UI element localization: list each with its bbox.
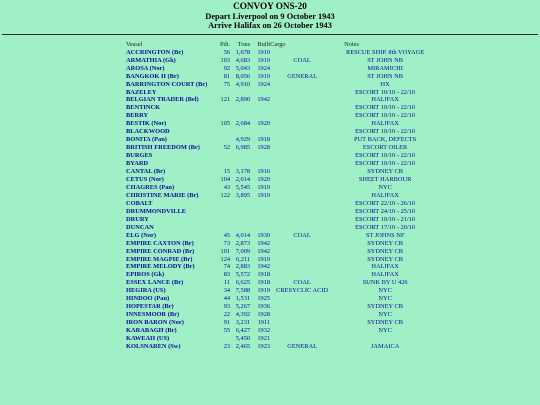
col-cargo-header: Cargo <box>270 40 286 48</box>
vessel-cell: BARRINGTON COURT (Br) <box>126 80 208 88</box>
pdt-cell: 11 <box>223 279 231 287</box>
pdt-cell: 22 <box>223 311 231 319</box>
cargo-cell <box>270 81 334 89</box>
built-cell: 1910 <box>257 48 271 56</box>
pdt-cell <box>220 128 230 136</box>
built-cell: 1920 <box>257 120 271 128</box>
table-row <box>126 112 436 120</box>
built-cell: 1918 <box>257 136 271 144</box>
built-cell: 1942 <box>257 247 271 255</box>
cargo-cell <box>270 319 334 327</box>
table-row <box>126 192 436 200</box>
notes-cell: NYC <box>378 311 392 319</box>
pdt-cell <box>220 335 230 343</box>
built-cell <box>250 200 270 208</box>
col-tons-header: Tons <box>237 40 251 48</box>
tons-cell: 4,683 <box>235 56 251 64</box>
vessel-cell: ESSEX LANCE (Br) <box>126 279 184 287</box>
notes-cell: SHEET HARBOUR <box>358 175 412 183</box>
table-row <box>126 96 436 104</box>
table-row <box>126 184 436 192</box>
pdt-cell: 122 <box>220 191 231 199</box>
built-cell: 1925 <box>257 295 271 303</box>
tons-cell: 5,267 <box>235 303 251 311</box>
table-row <box>126 295 436 303</box>
tons-cell: 5,043 <box>235 64 251 72</box>
table-row <box>126 160 436 168</box>
built-cell: 1911 <box>257 319 271 327</box>
notes-cell: NYC <box>378 183 392 191</box>
built-cell: 1919 <box>257 255 271 263</box>
convoy-table <box>126 41 436 351</box>
vessel-cell: ACCRINGTON (Br) <box>126 48 184 56</box>
built-cell: 1936 <box>257 303 271 311</box>
notes-cell: ESCORT 10/10 - 22/10 <box>355 112 416 120</box>
tons-cell: 6,985 <box>235 144 251 152</box>
cargo-cell <box>270 112 334 120</box>
table-row <box>126 232 436 240</box>
tons-cell: 2,465 <box>235 343 251 350</box>
notes-cell: HX <box>380 80 390 88</box>
table-row <box>126 168 436 176</box>
table-row <box>126 311 436 319</box>
built-cell: 1918 <box>257 271 271 279</box>
pdt-cell: 23 <box>223 343 231 350</box>
notes-cell: PUT BACK, DEFECTS <box>354 136 417 144</box>
pdt-cell: 124 <box>220 255 231 263</box>
tons-cell: 7,009 <box>235 247 251 255</box>
cargo-cell <box>270 248 334 256</box>
notes-cell <box>334 335 436 343</box>
vessel-cell: KARABAGH (Br) <box>126 327 177 335</box>
vessel-cell: DRUMMONDVILLE <box>126 207 186 215</box>
table-row <box>126 89 436 97</box>
notes-cell: MIRAMICHI <box>367 64 403 72</box>
vessel-cell: CETUS (Nor) <box>126 175 164 183</box>
vessel-cell: EMPIRE MAGPIE (Br) <box>126 255 193 263</box>
vessel-cell: HINDOO (Pan) <box>126 295 170 303</box>
arrive-line: Arrive Halifax on 26 October 1943 <box>208 21 332 31</box>
vessel-cell: ELG (Nor) <box>126 231 156 239</box>
cargo-cell: COAL <box>293 231 311 239</box>
cargo-cell <box>270 335 334 343</box>
pdt-cell <box>220 112 230 120</box>
cargo-cell <box>270 49 334 57</box>
depart-line: Depart Liverpool on 9 October 1943 <box>205 11 335 21</box>
built-cell: 1930 <box>257 231 271 239</box>
table-row <box>126 240 436 248</box>
vessel-cell: ARMATHIA (Gk) <box>126 56 176 64</box>
tons-cell <box>230 152 250 160</box>
pdt-cell: 105 <box>220 120 231 128</box>
pdt-cell: 92 <box>223 64 231 72</box>
pdt-cell: 91 <box>223 319 231 327</box>
tons-cell <box>230 89 250 97</box>
built-cell: 1924 <box>257 64 271 72</box>
cargo-cell <box>270 327 334 335</box>
notes-cell: ESCORT 24/10 - 25/10 <box>355 207 416 215</box>
table-row <box>126 248 436 256</box>
vessel-cell: AROSA (Nor) <box>126 64 165 72</box>
notes-cell: ESCORT 10/10 - 22/10 <box>355 128 416 136</box>
cargo-cell <box>270 104 334 112</box>
notes-cell: HALIFAX <box>371 120 399 128</box>
convoy-header <box>0 0 540 31</box>
notes-cell: ESCORT 10/10 - 22/10 <box>355 88 416 96</box>
cargo-cell <box>270 303 334 311</box>
notes-cell: ST JOHN NB <box>367 56 403 64</box>
vessel-cell: KOLSNAREN (Sw) <box>126 343 181 350</box>
pdt-cell <box>220 152 230 160</box>
cargo-cell: COAL <box>293 56 311 64</box>
tons-cell <box>230 112 250 120</box>
cargo-cell <box>270 128 334 136</box>
built-cell: 1916 <box>257 168 271 176</box>
built-cell <box>250 89 270 97</box>
tons-cell: 8,056 <box>235 72 251 80</box>
built-cell: 1942 <box>257 239 271 247</box>
vessel-cell: EMPIRE MELODY (Br) <box>126 263 195 271</box>
notes-cell: SYDNEY CB <box>367 319 404 327</box>
tons-cell: 7,588 <box>235 287 251 295</box>
pdt-cell: 45 <box>223 231 231 239</box>
table-row <box>126 81 436 89</box>
table-row <box>126 65 436 73</box>
built-cell: 1919 <box>257 287 271 295</box>
table-row <box>126 208 436 216</box>
pdt-cell: 52 <box>223 144 231 152</box>
vessel-cell: BRITISH FREEDOM (Br) <box>126 144 200 152</box>
built-cell: 1942 <box>257 263 271 271</box>
col-pdt-header: Pdt. <box>220 40 231 48</box>
vessel-cell: HOPESTAR (Br) <box>126 303 174 311</box>
cargo-cell <box>270 295 334 303</box>
table-row <box>126 152 436 160</box>
cargo-cell <box>270 200 334 208</box>
table-row <box>126 136 436 144</box>
built-cell: 1932 <box>257 327 271 335</box>
vessel-cell: BERRY <box>126 112 149 120</box>
tons-cell: 1,531 <box>235 295 251 303</box>
notes-cell: ST JOHNS NF <box>365 231 405 239</box>
table-row <box>126 224 436 232</box>
built-cell: 1928 <box>257 144 271 152</box>
cargo-cell <box>270 65 334 73</box>
table-row <box>126 256 436 264</box>
notes-cell: NYC <box>378 287 392 295</box>
table-row <box>126 73 436 81</box>
cargo-cell <box>270 168 334 176</box>
tons-cell: 3,231 <box>235 319 251 327</box>
cargo-cell <box>270 263 334 271</box>
table-row <box>126 176 436 184</box>
pdt-cell: 74 <box>223 263 231 271</box>
pdt-cell: 121 <box>220 96 231 104</box>
notes-cell: ST JOHN NB <box>367 72 403 80</box>
table-row <box>126 120 436 128</box>
built-cell <box>250 152 270 160</box>
tons-cell: 4,910 <box>235 80 251 88</box>
tons-cell: 6,427 <box>235 327 251 335</box>
notes-cell: NYC <box>378 327 392 335</box>
cargo-cell <box>270 144 334 152</box>
notes-cell: ESCORT 22/10 - 26/10 <box>355 199 416 207</box>
pdt-cell: 34 <box>223 287 231 295</box>
vessel-cell: EMPIRE CONRAD (Br) <box>126 247 195 255</box>
built-cell: 1942 <box>257 96 271 104</box>
notes-cell: SYDNEY CB <box>367 168 404 176</box>
table-row <box>126 287 436 295</box>
tons-cell: 4,929 <box>235 136 251 144</box>
tons-cell <box>230 208 250 216</box>
tons-cell: 4,014 <box>235 231 251 239</box>
table-row <box>126 335 436 343</box>
cargo-cell <box>270 311 334 319</box>
pdt-cell <box>220 104 230 112</box>
built-cell: 1919 <box>257 72 271 80</box>
tons-cell: 2,883 <box>235 263 251 271</box>
vessel-cell: BYARD <box>126 160 149 168</box>
table-row <box>126 327 436 335</box>
tons-cell: 1,678 <box>235 48 251 56</box>
tons-cell <box>230 224 250 232</box>
vessel-cell: IRON BARON (Nor) <box>126 319 184 327</box>
pdt-cell: 55 <box>223 327 231 335</box>
tons-cell: 5,545 <box>235 183 251 191</box>
table-row <box>126 200 436 208</box>
cargo-cell <box>270 160 334 168</box>
built-cell: 1924 <box>257 80 271 88</box>
notes-cell: SYDNEY CB <box>367 303 404 311</box>
tons-cell: 6,211 <box>235 255 251 263</box>
table-row <box>126 319 436 327</box>
convoy-title: CONVOY ONS-20 <box>233 1 307 11</box>
col-notes-header: Notes <box>344 40 360 48</box>
tons-cell: 4,392 <box>235 311 251 319</box>
cargo-cell <box>270 192 334 200</box>
built-cell: 1919 <box>257 183 271 191</box>
built-cell <box>250 104 270 112</box>
notes-cell: HALIFAX <box>371 191 399 199</box>
vessel-cell: BURGES <box>126 152 153 160</box>
vessel-cell: BLACKWOOD <box>126 128 170 136</box>
col-built-header: Built <box>257 40 271 48</box>
col-vessel-header: Vessel <box>126 40 143 48</box>
notes-cell: ESCORT OILER <box>362 144 408 152</box>
vessel-cell: CHAGRES (Pan) <box>126 183 175 191</box>
vessel-cell: BAZELEY <box>126 88 157 96</box>
tons-cell: 3,178 <box>235 168 251 176</box>
notes-cell: SYDNEY CB <box>367 247 404 255</box>
built-cell <box>250 128 270 136</box>
cargo-cell <box>270 224 334 232</box>
table-row <box>126 303 436 311</box>
vessel-cell: DUNCAN <box>126 223 154 231</box>
notes-cell: JAMAICA <box>370 343 400 350</box>
table-row <box>126 279 436 287</box>
table-row <box>126 128 436 136</box>
table-row <box>126 144 436 152</box>
vessel-cell: HEGIRA (US) <box>126 287 166 295</box>
built-cell: 1928 <box>257 311 271 319</box>
notes-cell: SUNK BY U 426 <box>362 279 408 287</box>
tons-cell <box>230 104 250 112</box>
notes-cell: HALIFAX <box>371 263 399 271</box>
notes-cell: ESCORT 10/10 - 21/10 <box>355 215 416 223</box>
pdt-cell: 44 <box>223 295 231 303</box>
tons-cell: 5,572 <box>235 271 251 279</box>
tons-cell: 2,890 <box>235 96 251 104</box>
vessel-cell: EPIROS (Gk) <box>126 271 165 279</box>
table-header-row <box>126 41 436 49</box>
built-cell: 1920 <box>257 175 271 183</box>
header-divider <box>2 34 538 35</box>
pdt-cell: 103 <box>220 56 231 64</box>
built-cell <box>250 216 270 224</box>
pdt-cell: 104 <box>220 175 231 183</box>
notes-cell: ESCORT 10/10 - 22/10 <box>355 104 416 112</box>
pdt-cell <box>220 208 230 216</box>
pdt-cell: 56 <box>223 48 231 56</box>
built-cell: 1923 <box>257 343 271 350</box>
vessel-cell: DRURY <box>126 215 149 223</box>
pdt-cell: 43 <box>223 183 231 191</box>
cargo-cell <box>270 96 334 104</box>
pdt-cell <box>220 89 230 97</box>
notes-cell: ESCORT 10/10 - 22/10 <box>355 152 416 160</box>
tons-cell: 3,895 <box>235 191 251 199</box>
vessel-cell: KAWEAH (US) <box>126 335 170 343</box>
pdt-cell: 101 <box>220 247 231 255</box>
vessel-cell: BONITA (Pan) <box>126 136 167 144</box>
vessel-cell: BESTIK (Nor) <box>126 120 167 128</box>
notes-cell: ESCORT 17/10 - 20/10 <box>355 223 416 231</box>
notes-cell: RESCUE SHIP. 8th VOYAGE <box>345 48 425 56</box>
cargo-cell: GENERAL <box>287 343 318 350</box>
cargo-cell: GENERAL <box>287 72 318 80</box>
vessel-cell: CHRISTINE MARIE (Br) <box>126 191 199 199</box>
vessel-cell: INNESMOOR (Br) <box>126 311 180 319</box>
pdt-cell: 83 <box>223 271 231 279</box>
cargo-cell: COAL <box>293 279 311 287</box>
cargo-cell <box>270 216 334 224</box>
built-cell: 1919 <box>257 56 271 64</box>
cargo-cell <box>270 136 334 144</box>
pdt-cell: 15 <box>223 168 231 176</box>
pdt-cell: 73 <box>223 239 231 247</box>
tons-cell <box>230 160 250 168</box>
cargo-cell: CRESYCLIC ACID <box>276 287 329 295</box>
built-cell: 1919 <box>257 191 271 199</box>
notes-cell: ESCORT 10/10 - 22/10 <box>355 160 416 168</box>
built-cell <box>250 208 270 216</box>
cargo-cell <box>270 184 334 192</box>
tons-cell: 5,450 <box>235 335 251 343</box>
pdt-cell <box>220 136 230 144</box>
cargo-cell <box>270 120 334 128</box>
pdt-cell <box>220 224 230 232</box>
pdt-cell <box>220 216 230 224</box>
vessel-cell: BANGKOK II (Br) <box>126 72 179 80</box>
cargo-cell <box>270 256 334 264</box>
pdt-cell: 93 <box>223 303 231 311</box>
tons-cell <box>230 216 250 224</box>
tons-cell: 2,684 <box>235 120 251 128</box>
tons-cell: 2,873 <box>235 239 251 247</box>
vessel-cell: CANTAL (Br) <box>126 168 166 176</box>
table-row <box>126 216 436 224</box>
table-row <box>126 271 436 279</box>
cargo-cell <box>270 176 334 184</box>
built-cell <box>250 224 270 232</box>
tons-cell: 2,614 <box>235 175 251 183</box>
table-row <box>126 104 436 112</box>
table-row <box>126 343 436 351</box>
notes-cell: HALIFAX <box>371 96 399 104</box>
cargo-cell <box>270 271 334 279</box>
built-cell <box>250 160 270 168</box>
cargo-cell <box>270 89 334 97</box>
built-cell <box>250 112 270 120</box>
notes-cell: NYC <box>378 295 392 303</box>
table-row <box>126 263 436 271</box>
vessel-cell: EMPIRE CAXTON (Br) <box>126 239 194 247</box>
pdt-cell <box>220 160 230 168</box>
cargo-cell <box>270 152 334 160</box>
tons-cell <box>230 128 250 136</box>
cargo-cell <box>270 208 334 216</box>
vessel-cell: BELGIAN TRADER (Bel) <box>126 96 199 104</box>
cargo-cell <box>270 240 334 248</box>
pdt-cell: 75 <box>223 80 231 88</box>
vessel-cell: BENTINCK <box>126 104 161 112</box>
built-cell: 1918 <box>257 279 271 287</box>
vessel-cell: COBALT <box>126 199 153 207</box>
tons-cell <box>230 200 250 208</box>
notes-cell: SYDNEY CB <box>367 239 404 247</box>
notes-cell: SYDNEY CB <box>367 255 404 263</box>
table-row <box>126 49 436 57</box>
table-row <box>126 57 436 65</box>
built-cell: 1921 <box>257 335 271 343</box>
table-body <box>126 49 436 351</box>
tons-cell: 6,625 <box>235 279 251 287</box>
pdt-cell: 81 <box>223 72 231 80</box>
notes-cell: HALIFAX <box>371 271 399 279</box>
pdt-cell <box>220 200 230 208</box>
